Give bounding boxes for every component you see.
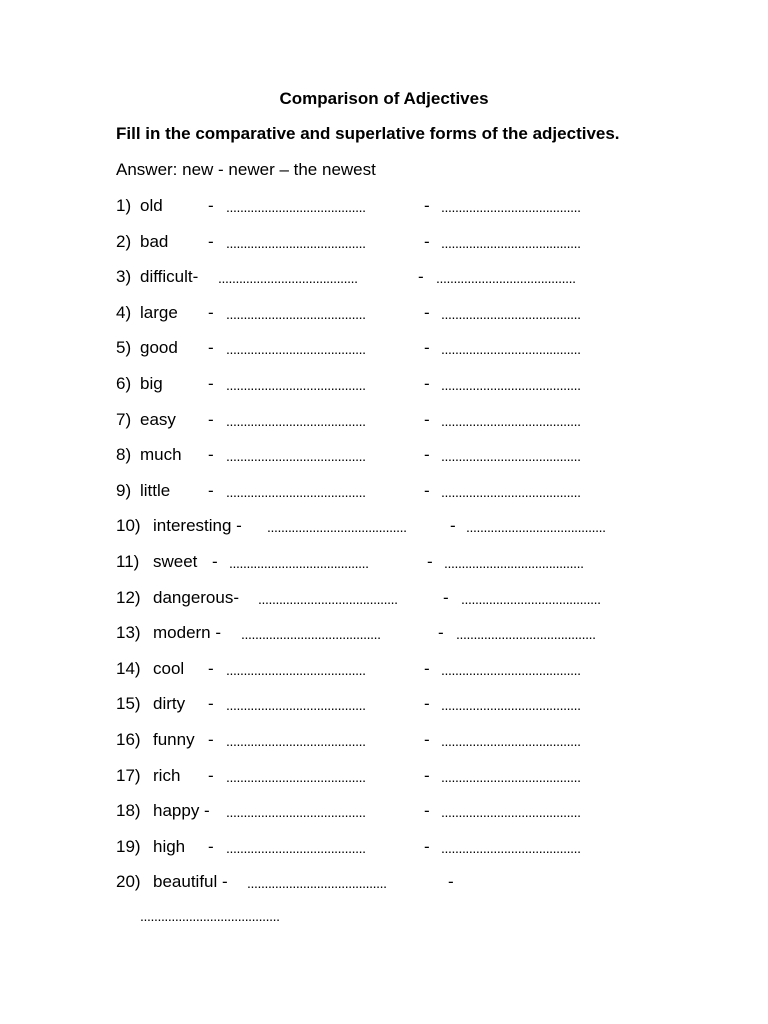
separator-dash: -: [208, 694, 214, 714]
superlative-blank[interactable]: ........................................: [441, 732, 581, 749]
separator-dash: -: [424, 658, 430, 678]
exercise-row: [116, 837, 676, 873]
separator-dash: -: [208, 373, 214, 393]
item-number: 16): [116, 729, 141, 749]
exercise-row: [116, 730, 676, 766]
exercise-row: [116, 410, 676, 446]
superlative-blank[interactable]: ........................................: [441, 839, 581, 856]
separator-dash: -: [208, 480, 214, 500]
exercise-row: [116, 481, 676, 517]
superlative-blank[interactable]: ........................................: [441, 199, 581, 215]
superlative-blank[interactable]: ........................................: [441, 697, 581, 714]
adjective-word: easy: [140, 409, 176, 429]
exercise-row: [116, 303, 676, 339]
superlative-blank[interactable]: ........................................: [441, 804, 581, 821]
separator-dash: -: [424, 231, 430, 251]
item-number: 1): [116, 196, 132, 215]
adjective-word: bad: [140, 231, 169, 251]
item-number: 3): [116, 267, 132, 287]
superlative-blank[interactable]: ........................................: [466, 519, 606, 536]
separator-dash: -: [418, 267, 424, 287]
comparative-blank[interactable]: ........................................: [258, 590, 398, 607]
item-number: 12): [116, 587, 141, 607]
adjective-word: dirty: [153, 694, 186, 714]
comparative-blank[interactable]: ........................................: [226, 661, 366, 678]
adjective-word: large: [140, 302, 178, 322]
separator-dash: -: [208, 231, 214, 251]
adjective-word: difficult-: [140, 267, 199, 287]
comparative-blank[interactable]: ........................................: [226, 839, 366, 856]
item-number: 11): [116, 551, 140, 571]
separator-dash: -: [424, 765, 430, 785]
separator-dash: -: [427, 551, 433, 571]
separator-dash: -: [208, 302, 214, 322]
superlative-blank[interactable]: ........................................: [441, 768, 581, 785]
exercise-row: [116, 552, 676, 588]
item-number: 2): [116, 231, 132, 251]
comparative-blank[interactable]: ........................................: [226, 305, 366, 322]
comparative-blank[interactable]: ........................................: [241, 626, 381, 643]
adjective-word: happy -: [153, 801, 210, 821]
separator-dash: -: [448, 872, 454, 892]
adjective-word: interesting -: [153, 516, 242, 536]
adjective-word: old: [140, 196, 163, 215]
comparative-blank[interactable]: ........................................: [226, 448, 366, 465]
separator-dash: -: [208, 658, 214, 678]
separator-dash: -: [424, 302, 430, 322]
separator-dash: -: [450, 516, 456, 536]
adjective-word: good: [140, 338, 178, 358]
item-number: 8): [116, 445, 132, 465]
item-number: 5): [116, 338, 132, 358]
exercise-row: [116, 766, 676, 802]
adjective-word: little: [140, 480, 171, 500]
separator-dash: -: [424, 801, 430, 821]
item-number: 20): [116, 872, 141, 892]
exercise-row: [116, 623, 676, 659]
exercise-row: [116, 801, 676, 837]
item-number: 4): [116, 302, 132, 322]
comparative-blank[interactable]: ........................................: [247, 875, 387, 892]
item-number: 17): [116, 765, 141, 785]
separator-dash: -: [212, 551, 218, 571]
exercise-list: [116, 196, 676, 908]
superlative-blank[interactable]: ........................................: [441, 483, 581, 500]
adjective-word: beautiful -: [153, 872, 228, 892]
item-number: 14): [116, 658, 141, 678]
exercise-row: [116, 516, 676, 552]
separator-dash: -: [424, 338, 430, 358]
separator-dash: -: [208, 196, 214, 215]
exercise-row: [116, 872, 676, 908]
item-number: 7): [116, 409, 132, 429]
separator-dash: -: [208, 765, 214, 785]
adjective-word: cool: [153, 658, 185, 678]
separator-dash: -: [424, 196, 430, 215]
superlative-blank[interactable]: ........................................: [441, 341, 581, 358]
separator-dash: -: [424, 373, 430, 393]
item-number: 13): [116, 623, 141, 643]
exercise-row: [116, 232, 676, 268]
comparative-blank[interactable]: ........................................: [226, 697, 366, 714]
comparative-blank[interactable]: ........................................: [229, 554, 369, 571]
exercise-row: [116, 659, 676, 695]
separator-dash: -: [424, 836, 430, 856]
separator-dash: -: [424, 694, 430, 714]
example-answer: Answer: new - newer – the newest: [116, 160, 376, 179]
superlative-blank[interactable]: ........................................: [461, 590, 601, 607]
comparative-blank[interactable]: ........................................: [226, 804, 366, 821]
exercise-row: [116, 374, 676, 410]
adjective-word: much: [140, 445, 182, 465]
instructions-text: Fill in the comparative and superlative forms of the adjectives.: [116, 124, 620, 143]
adjective-word: sweet: [153, 551, 198, 571]
exercise-row: [116, 196, 676, 232]
separator-dash: -: [438, 623, 444, 643]
comparative-blank[interactable]: ........................................: [226, 199, 366, 215]
item-number: 10): [116, 516, 141, 536]
adjective-word: dangerous-: [153, 587, 240, 607]
superlative-blank[interactable]: ........................................: [441, 234, 581, 251]
exercise-row: [116, 694, 676, 730]
exercise-row: [116, 445, 676, 481]
superlative-blank[interactable]: ........................................: [456, 626, 596, 643]
answer-blank-continuation: ........................................: [140, 908, 280, 924]
adjective-word: high: [153, 836, 186, 856]
separator-dash: -: [208, 338, 214, 358]
item-number: 19): [116, 836, 141, 856]
item-number: 9): [116, 480, 132, 500]
superlative-blank[interactable]: ........................................: [441, 448, 581, 465]
superlative-blank[interactable]: ........................................: [436, 270, 576, 287]
adjective-word: funny: [153, 729, 195, 749]
page-title: Comparison of Adjectives: [279, 89, 489, 108]
separator-dash: -: [424, 445, 430, 465]
item-number: 18): [116, 801, 141, 821]
superlative-blank[interactable]: ........................................: [441, 376, 581, 393]
comparative-blank[interactable]: ........................................: [226, 412, 366, 429]
superlative-blank[interactable]: ........................................: [441, 412, 581, 429]
adjective-word: rich: [153, 765, 181, 785]
exercise-row: [116, 267, 676, 303]
comparative-blank[interactable]: ........................................: [267, 519, 407, 536]
comparative-blank[interactable]: ........................................: [226, 732, 366, 749]
separator-dash: -: [208, 836, 214, 856]
comparative-blank[interactable]: ........................................: [226, 341, 366, 358]
superlative-blank[interactable]: ........................................: [441, 305, 581, 322]
separator-dash: -: [208, 409, 214, 429]
separator-dash: -: [424, 480, 430, 500]
item-number: 6): [116, 373, 132, 393]
item-number: 15): [116, 694, 141, 714]
comparative-blank[interactable]: ........................................: [218, 270, 358, 287]
superlative-blank[interactable]: ........................................: [441, 661, 581, 678]
comparative-blank[interactable]: ........................................: [226, 376, 366, 393]
superlative-blank[interactable]: ........................................: [444, 554, 584, 571]
adjective-word: modern -: [153, 623, 222, 643]
adjective-word: big: [140, 373, 163, 393]
separator-dash: -: [208, 729, 214, 749]
separator-dash: -: [424, 409, 430, 429]
separator-dash: -: [208, 445, 214, 465]
exercise-row: [116, 338, 676, 374]
separator-dash: -: [424, 729, 430, 749]
comparative-blank[interactable]: ........................................: [226, 768, 366, 785]
exercise-row: [116, 588, 676, 624]
comparative-blank[interactable]: ........................................: [226, 483, 366, 500]
comparative-blank[interactable]: ........................................: [226, 234, 366, 251]
separator-dash: -: [443, 587, 449, 607]
